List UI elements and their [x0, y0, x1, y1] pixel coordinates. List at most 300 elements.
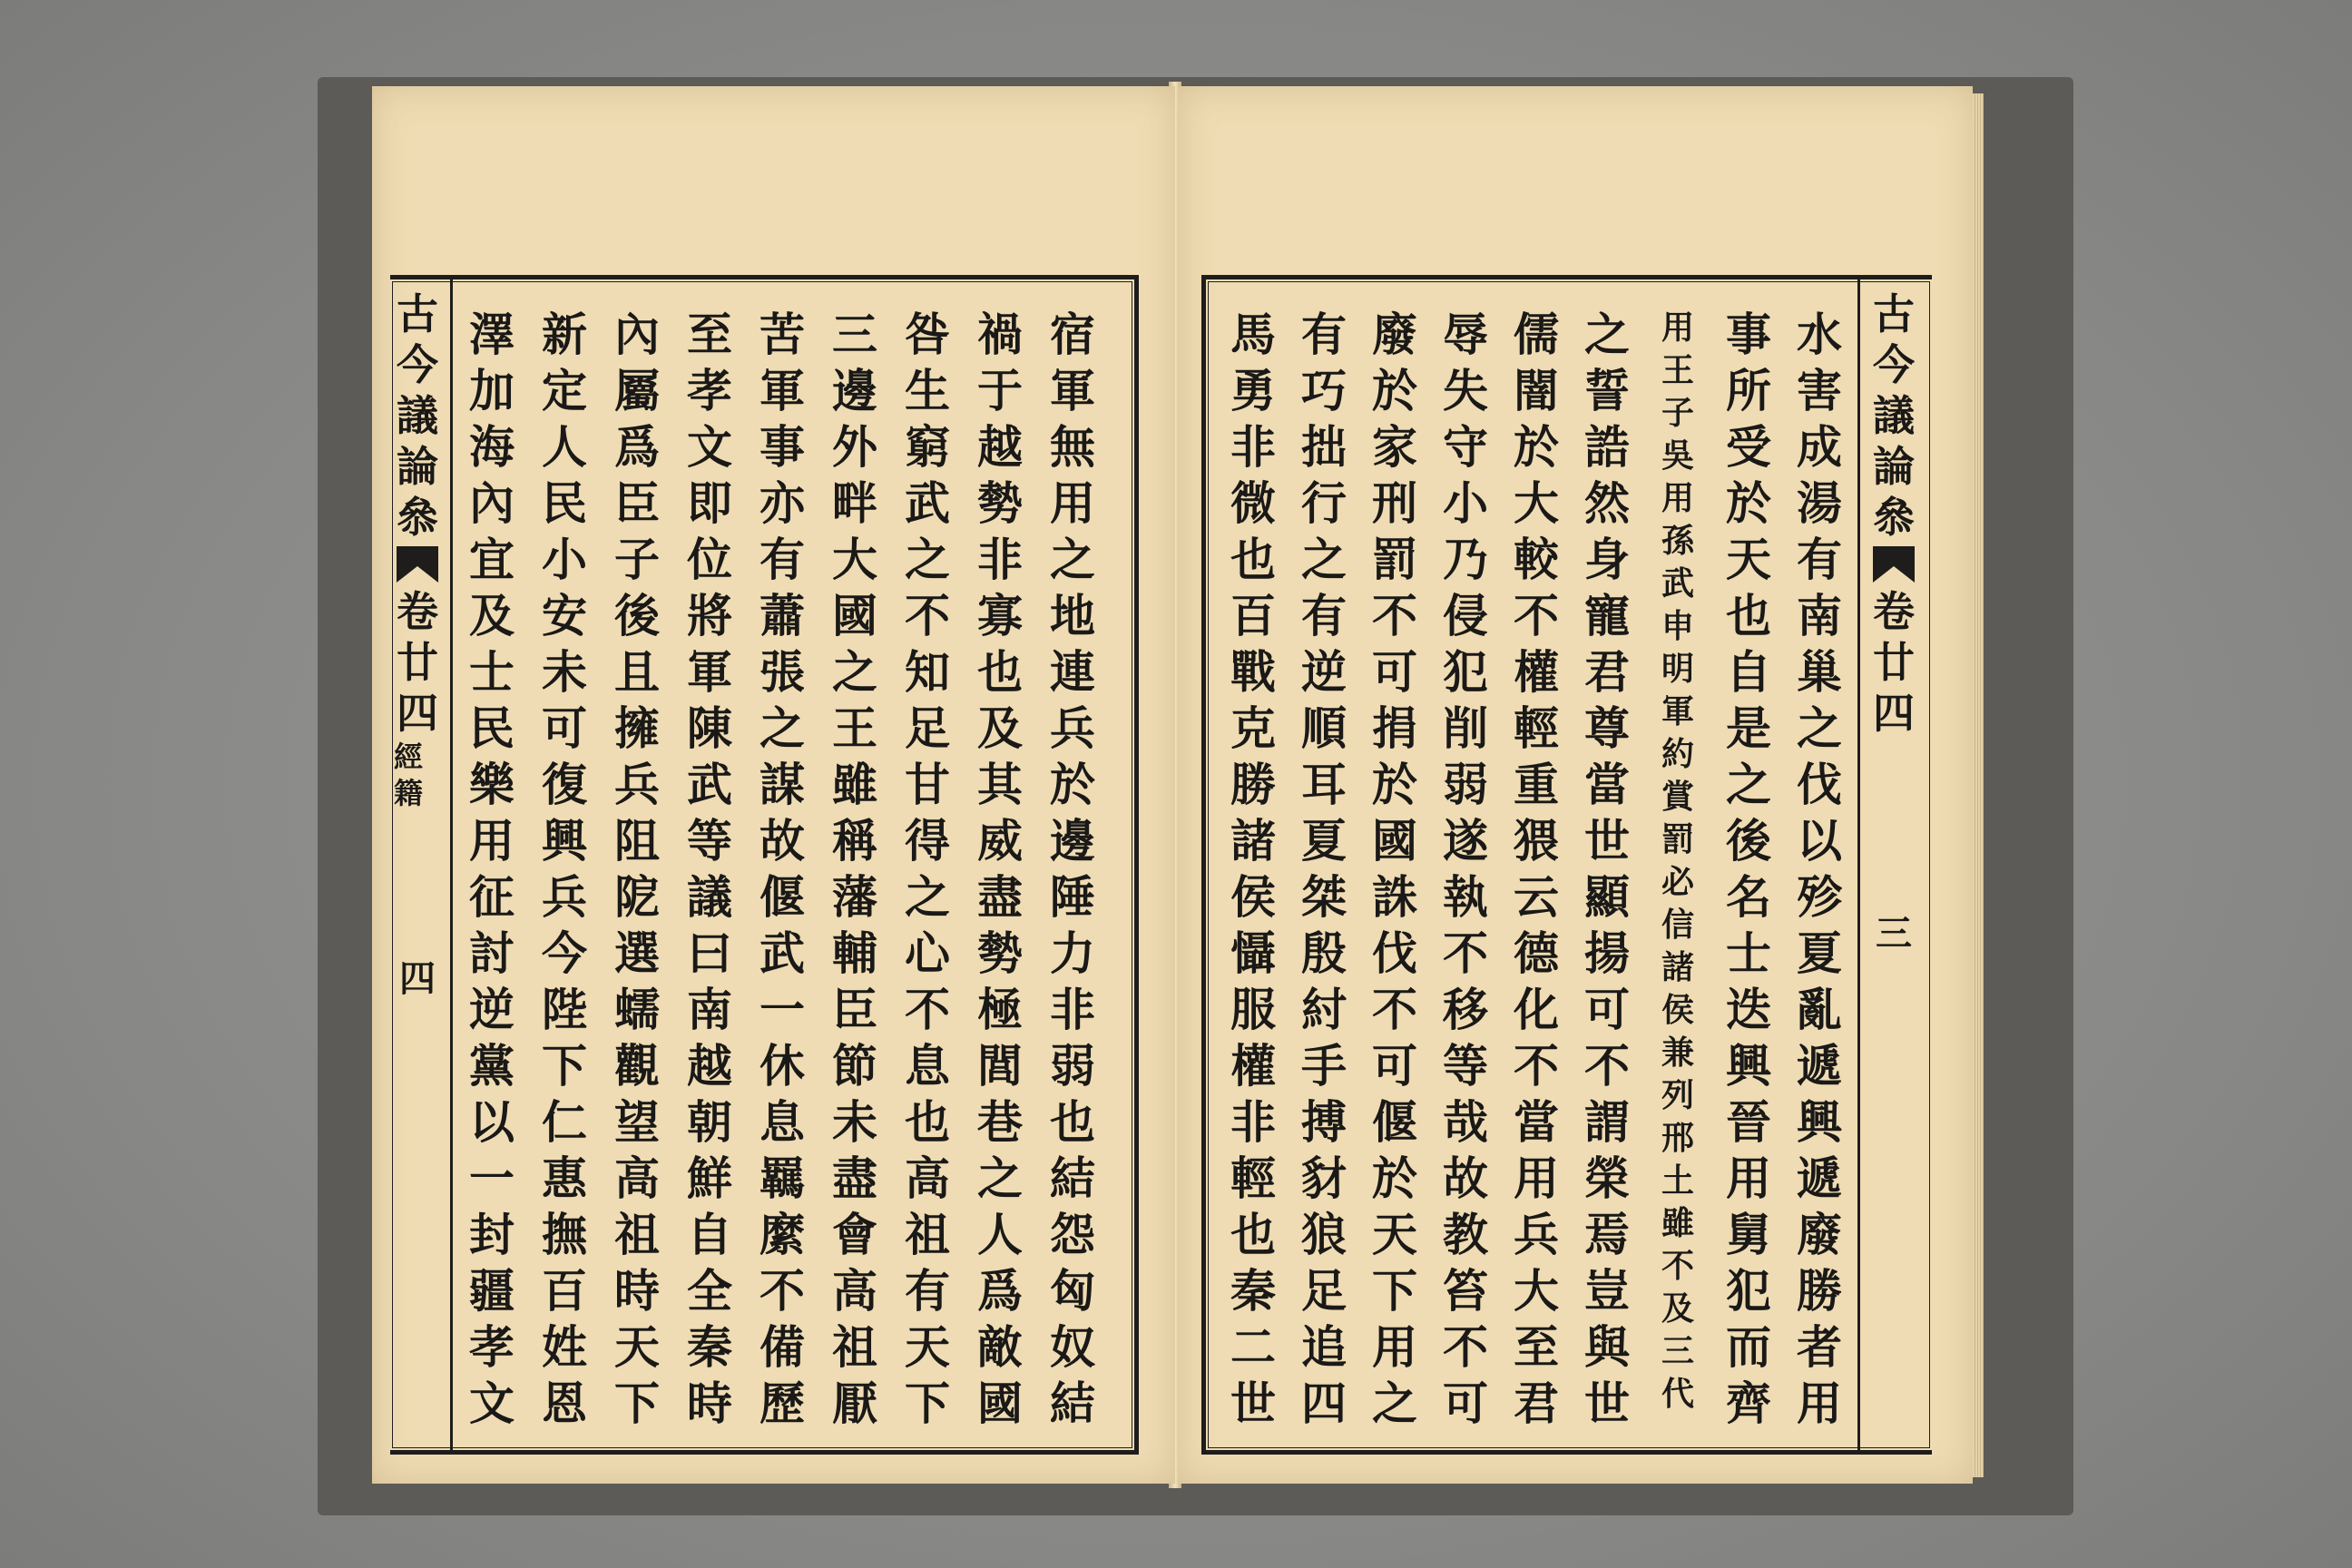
text-glyph: 興 [542, 814, 587, 867]
text-glyph: 用 [1372, 1320, 1417, 1374]
text-glyph: 大 [832, 533, 877, 586]
text-glyph: 誥 [1584, 420, 1630, 474]
text-glyph: 盡 [977, 870, 1023, 924]
text-glyph: 選 [614, 926, 660, 980]
banxin-title-char: 古 [397, 289, 438, 338]
text-glyph: 而 [1726, 1320, 1771, 1374]
text-glyph: 未 [832, 1095, 877, 1149]
text-glyph: 世 [1584, 1377, 1630, 1430]
text-glyph: 無 [1050, 420, 1095, 474]
text-glyph: 辱 [1443, 308, 1488, 361]
text-glyph: 謂 [1584, 1095, 1630, 1149]
text-glyph: 用 [1661, 309, 1694, 347]
text-glyph: 宿 [1050, 308, 1095, 361]
text-glyph: 寵 [1584, 589, 1630, 642]
text-glyph: 後 [1726, 814, 1771, 867]
text-glyph: 犯 [1443, 645, 1488, 699]
text-glyph: 南 [1797, 589, 1842, 642]
text-glyph: 誅 [1372, 870, 1417, 924]
text-glyph: 人 [977, 1208, 1023, 1261]
text-glyph: 之 [1301, 533, 1347, 586]
text-glyph: 寡 [977, 589, 1023, 642]
text-glyph: 雖 [1661, 1204, 1694, 1242]
text-glyph: 等 [687, 814, 732, 867]
text-glyph: 之 [1584, 308, 1630, 361]
text-glyph: 武 [760, 926, 805, 980]
text-glyph: 輔 [832, 926, 877, 980]
text-glyph: 偃 [1372, 1095, 1417, 1149]
banxin-volume-char: 卷 [397, 587, 438, 636]
text-glyph: 豈 [1584, 1264, 1630, 1318]
text-glyph: 軍 [760, 364, 805, 417]
text-glyph: 陛 [542, 983, 587, 1036]
text-glyph: 非 [1230, 1095, 1276, 1149]
text-glyph: 越 [977, 420, 1023, 474]
text-glyph: 軍 [1050, 364, 1095, 417]
text-glyph: 遞 [1797, 1152, 1842, 1205]
text-glyph: 用 [1661, 479, 1694, 517]
banxin-title-char: 論 [397, 442, 438, 491]
text-glyph: 可 [1372, 645, 1417, 699]
text-glyph: 賞 [1661, 778, 1694, 816]
text-glyph: 雖 [832, 758, 877, 811]
text-glyph: 巢 [1797, 645, 1842, 699]
text-glyph: 亂 [1797, 983, 1842, 1036]
text-column [1654, 307, 1701, 1416]
text-glyph: 備 [760, 1320, 805, 1374]
text-glyph: 苦 [760, 308, 805, 361]
text-glyph: 加 [469, 364, 514, 417]
text-glyph: 樂 [469, 758, 514, 811]
text-glyph: 祖 [905, 1208, 950, 1261]
text-glyph: 定 [542, 364, 587, 417]
banxin-title-char: 古 [1873, 289, 1915, 338]
text-glyph: 是 [1726, 701, 1771, 755]
text-glyph: 下 [905, 1377, 950, 1430]
text-glyph: 藩 [832, 870, 877, 924]
text-glyph: 孝 [469, 1320, 514, 1374]
text-glyph: 即 [687, 476, 732, 530]
text-glyph: 也 [1726, 589, 1771, 642]
text-glyph: 稱 [832, 814, 877, 867]
text-glyph: 尊 [1584, 701, 1630, 755]
text-glyph: 手 [1301, 1039, 1347, 1093]
text-glyph: 力 [1050, 926, 1095, 980]
text-glyph: 猥 [1514, 814, 1559, 867]
text-glyph: 屬 [614, 364, 660, 417]
text-column [541, 307, 588, 1432]
text-glyph: 封 [469, 1208, 514, 1261]
text-glyph: 蠕 [614, 983, 660, 1036]
text-glyph: 士 [469, 645, 514, 699]
text-glyph: 遞 [1797, 1039, 1842, 1093]
text-glyph: 服 [1230, 983, 1276, 1036]
text-glyph: 逆 [469, 983, 514, 1036]
text-glyph: 高 [832, 1264, 877, 1318]
text-glyph: 重 [1514, 758, 1559, 811]
text-glyph: 興 [1797, 1095, 1842, 1149]
text-glyph: 狼 [1301, 1208, 1347, 1261]
text-glyph: 非 [1050, 983, 1095, 1036]
text-glyph: 後 [614, 589, 660, 642]
text-glyph: 南 [687, 983, 732, 1036]
text-glyph: 將 [687, 589, 732, 642]
text-glyph: 孫 [1661, 522, 1694, 560]
text-glyph: 軍 [687, 645, 732, 699]
text-glyph: 蕭 [760, 589, 805, 642]
text-glyph: 闇 [1514, 364, 1559, 417]
text-glyph: 之 [760, 701, 805, 755]
text-glyph: 民 [542, 476, 587, 530]
text-glyph: 然 [1584, 476, 1630, 530]
text-glyph: 勝 [1797, 1264, 1842, 1318]
text-glyph: 當 [1584, 758, 1630, 811]
text-glyph: 匈 [1050, 1264, 1095, 1318]
right-page [1178, 86, 1973, 1484]
text-glyph: 至 [1514, 1320, 1559, 1374]
text-glyph: 二 [1230, 1320, 1276, 1374]
text-glyph: 故 [1443, 1152, 1488, 1205]
text-glyph: 兵 [542, 870, 587, 924]
text-glyph: 一 [469, 1152, 514, 1205]
text-glyph: 時 [614, 1264, 660, 1318]
text-glyph: 休 [760, 1039, 805, 1093]
text-column [1583, 307, 1631, 1432]
text-glyph: 不 [1584, 1039, 1630, 1093]
text-glyph: 之 [1726, 758, 1771, 811]
text-glyph: 新 [542, 308, 587, 361]
text-glyph: 君 [1584, 645, 1630, 699]
text-glyph: 盡 [832, 1152, 877, 1205]
text-glyph: 一 [760, 983, 805, 1036]
text-glyph: 有 [1301, 589, 1347, 642]
text-glyph: 國 [1372, 814, 1417, 867]
text-glyph: 也 [1050, 1095, 1095, 1149]
text-glyph: 人 [542, 420, 587, 474]
text-glyph: 事 [760, 420, 805, 474]
text-glyph: 不 [1514, 1039, 1559, 1093]
text-glyph: 水 [1797, 308, 1842, 361]
text-glyph: 信 [1661, 906, 1694, 944]
text-glyph: 移 [1443, 983, 1488, 1036]
text-glyph: 榮 [1584, 1152, 1630, 1205]
text-glyph: 之 [832, 645, 877, 699]
text-glyph: 武 [687, 758, 732, 811]
text-glyph: 觀 [614, 1039, 660, 1093]
text-glyph: 可 [1372, 1039, 1417, 1093]
text-glyph: 澤 [469, 308, 514, 361]
text-glyph: 搏 [1301, 1095, 1347, 1149]
text-glyph: 耳 [1301, 758, 1347, 811]
text-glyph: 文 [469, 1377, 514, 1430]
text-column [1513, 307, 1560, 1432]
text-glyph: 順 [1301, 701, 1347, 755]
text-glyph: 也 [977, 645, 1023, 699]
text-glyph: 偃 [760, 870, 805, 924]
text-glyph: 權 [1514, 645, 1559, 699]
text-glyph: 安 [542, 589, 587, 642]
text-glyph: 兵 [1514, 1208, 1559, 1261]
banxin-title-char: 叅 [397, 493, 438, 542]
text-glyph: 大 [1514, 476, 1559, 530]
text-glyph: 之 [977, 1152, 1023, 1205]
text-glyph: 輕 [1514, 701, 1559, 755]
text-glyph: 弱 [1050, 1039, 1095, 1093]
text-glyph: 侵 [1443, 589, 1488, 642]
text-glyph: 議 [687, 870, 732, 924]
text-glyph: 外 [832, 420, 877, 474]
text-glyph: 秦 [687, 1320, 732, 1374]
banxin-folio-number: 四 [399, 957, 436, 1000]
text-glyph: 有 [1301, 308, 1347, 361]
text-glyph: 克 [1230, 701, 1276, 755]
text-glyph: 心 [905, 926, 950, 980]
text-glyph: 必 [1661, 863, 1694, 901]
text-glyph: 小 [1443, 476, 1488, 530]
text-glyph: 追 [1301, 1320, 1347, 1374]
text-glyph: 之 [905, 533, 950, 586]
text-glyph: 兵 [614, 758, 660, 811]
banxin-folio-number: 三 [1876, 912, 1912, 955]
text-glyph: 武 [905, 476, 950, 530]
text-glyph: 於 [1726, 476, 1771, 530]
text-glyph: 其 [977, 758, 1023, 811]
text-glyph: 王 [1661, 351, 1694, 389]
text-glyph: 文 [687, 420, 732, 474]
text-glyph: 臣 [614, 476, 660, 530]
text-glyph: 勇 [1230, 364, 1276, 417]
text-glyph: 用 [469, 814, 514, 867]
banxin-section-label: 經籍 [394, 740, 424, 810]
text-glyph: 申 [1661, 607, 1694, 645]
text-glyph: 及 [1661, 1289, 1694, 1328]
text-column [1442, 307, 1489, 1432]
text-glyph: 不 [1443, 1320, 1488, 1374]
text-glyph: 於 [1372, 758, 1417, 811]
text-glyph: 敵 [977, 1320, 1023, 1374]
text-glyph: 也 [1230, 533, 1276, 586]
text-glyph: 君 [1514, 1377, 1559, 1430]
text-glyph: 小 [542, 533, 587, 586]
text-glyph: 權 [1230, 1039, 1276, 1093]
text-glyph: 不 [760, 1264, 805, 1318]
text-glyph: 湯 [1797, 476, 1842, 530]
banxin-volume-char: 卷 [1873, 587, 1915, 636]
text-glyph: 之 [1797, 701, 1842, 755]
text-glyph: 兵 [1050, 701, 1095, 755]
text-glyph: 迭 [1726, 983, 1771, 1036]
text-glyph: 今 [542, 926, 587, 980]
text-glyph: 閭 [977, 1039, 1023, 1093]
text-glyph: 海 [469, 420, 514, 474]
text-column [1049, 307, 1096, 1432]
text-glyph: 姓 [542, 1320, 587, 1374]
text-glyph: 邢 [1661, 1119, 1694, 1157]
text-glyph: 殄 [1797, 870, 1842, 924]
text-glyph: 之 [1050, 533, 1095, 586]
text-column [686, 307, 733, 1432]
text-glyph: 也 [1230, 1208, 1276, 1261]
text-glyph: 微 [1230, 476, 1276, 530]
text-glyph: 邊 [1050, 814, 1095, 867]
text-glyph: 自 [687, 1208, 732, 1261]
text-glyph: 百 [542, 1264, 587, 1318]
text-glyph: 可 [1443, 1377, 1488, 1430]
text-glyph: 代 [1661, 1375, 1694, 1413]
text-glyph: 復 [542, 758, 587, 811]
text-glyph: 及 [977, 701, 1023, 755]
text-glyph: 內 [614, 308, 660, 361]
text-glyph: 戰 [1230, 645, 1276, 699]
text-glyph: 事 [1726, 308, 1771, 361]
text-glyph: 揚 [1584, 926, 1630, 980]
banxin-title-char: 論 [1873, 442, 1915, 491]
text-glyph: 四 [1301, 1377, 1347, 1430]
text-glyph: 諸 [1230, 814, 1276, 867]
text-glyph: 廢 [1797, 1208, 1842, 1261]
text-glyph: 撫 [542, 1208, 587, 1261]
text-glyph: 下 [542, 1039, 587, 1093]
text-glyph: 巧 [1301, 364, 1347, 417]
text-glyph: 窮 [905, 420, 950, 474]
text-glyph: 天 [905, 1320, 950, 1374]
text-glyph: 拙 [1301, 420, 1347, 474]
text-glyph: 子 [1661, 394, 1694, 432]
text-glyph: 受 [1726, 420, 1771, 474]
text-glyph: 爲 [614, 420, 660, 474]
banxin-volume-char: 廿 [397, 638, 438, 687]
text-glyph: 越 [687, 1039, 732, 1093]
text-glyph: 土 [1661, 1161, 1694, 1200]
text-glyph: 勢 [977, 476, 1023, 530]
text-glyph: 笞 [1443, 1264, 1488, 1318]
text-glyph: 甘 [905, 758, 950, 811]
text-glyph: 不 [1661, 1247, 1694, 1285]
text-glyph: 於 [1372, 364, 1417, 417]
banxin-title-char: 叅 [1873, 493, 1915, 542]
text-glyph: 天 [614, 1320, 660, 1374]
text-glyph: 故 [760, 814, 805, 867]
text-glyph: 失 [1443, 364, 1488, 417]
text-glyph: 儒 [1514, 308, 1559, 361]
text-glyph: 咎 [905, 308, 950, 361]
text-glyph: 捐 [1372, 701, 1417, 755]
text-glyph: 罰 [1661, 820, 1694, 858]
text-glyph: 名 [1726, 870, 1771, 924]
text-glyph: 恩 [542, 1377, 587, 1430]
text-glyph: 祖 [614, 1208, 660, 1261]
text-glyph: 望 [614, 1095, 660, 1149]
text-glyph: 侯 [1661, 991, 1694, 1029]
text-glyph: 及 [469, 589, 514, 642]
fishtail-ornament [397, 546, 438, 583]
text-glyph: 與 [1584, 1320, 1630, 1374]
text-glyph: 結 [1050, 1377, 1095, 1430]
text-glyph: 征 [469, 870, 514, 924]
text-glyph: 極 [977, 983, 1023, 1036]
text-glyph: 誓 [1584, 364, 1630, 417]
text-glyph: 列 [1661, 1076, 1694, 1114]
text-column [831, 307, 878, 1432]
text-glyph: 可 [542, 701, 587, 755]
text-glyph: 王 [832, 701, 877, 755]
text-glyph: 以 [469, 1095, 514, 1149]
text-glyph: 天 [1726, 533, 1771, 586]
text-glyph: 黨 [469, 1039, 514, 1093]
left-page-text-frame [390, 275, 1139, 1455]
text-glyph: 不 [1443, 926, 1488, 980]
text-glyph: 犯 [1726, 1264, 1771, 1318]
text-glyph: 執 [1443, 870, 1488, 924]
text-glyph: 侯 [1230, 870, 1276, 924]
text-glyph: 於 [1372, 1152, 1417, 1205]
text-glyph: 不 [905, 983, 950, 1036]
text-column [468, 307, 515, 1432]
text-glyph: 用 [1797, 1377, 1842, 1430]
banxin-volume-char: 四 [1873, 689, 1915, 738]
text-glyph: 奴 [1050, 1320, 1095, 1374]
text-glyph: 連 [1050, 645, 1095, 699]
text-glyph: 當 [1514, 1095, 1559, 1149]
text-column [759, 307, 806, 1432]
text-glyph: 非 [977, 533, 1023, 586]
text-glyph: 張 [760, 645, 805, 699]
text-glyph: 夏 [1301, 814, 1347, 867]
text-glyph: 用 [1050, 476, 1095, 530]
left-banxin [394, 289, 441, 1002]
text-glyph: 身 [1584, 533, 1630, 586]
text-glyph: 高 [905, 1152, 950, 1205]
text-glyph: 於 [1514, 420, 1559, 474]
text-glyph: 兼 [1661, 1034, 1694, 1072]
text-glyph: 地 [1050, 589, 1095, 642]
text-glyph: 也 [905, 1095, 950, 1149]
text-glyph: 懾 [1230, 926, 1276, 980]
text-glyph: 惠 [542, 1152, 587, 1205]
text-glyph: 疆 [469, 1264, 514, 1318]
text-glyph: 桀 [1301, 870, 1347, 924]
text-glyph: 謀 [760, 758, 805, 811]
text-glyph: 爲 [977, 1264, 1023, 1318]
text-glyph: 至 [687, 308, 732, 361]
text-glyph: 化 [1514, 983, 1559, 1036]
banxin-title-char: 議 [397, 391, 438, 440]
text-glyph: 之 [1372, 1377, 1417, 1430]
text-glyph: 行 [1301, 476, 1347, 530]
banxin-volume-char: 四 [397, 689, 438, 738]
text-glyph: 息 [760, 1095, 805, 1149]
column-rule [1857, 279, 1860, 1450]
text-glyph: 馬 [1230, 308, 1276, 361]
text-glyph: 時 [687, 1377, 732, 1430]
text-glyph: 大 [1514, 1264, 1559, 1318]
text-glyph: 畔 [832, 476, 877, 530]
text-glyph: 臣 [832, 983, 877, 1036]
text-glyph: 孝 [687, 364, 732, 417]
text-glyph: 厭 [832, 1377, 877, 1430]
text-glyph: 于 [977, 364, 1023, 417]
text-glyph: 亦 [760, 476, 805, 530]
text-glyph: 仁 [542, 1095, 587, 1149]
text-glyph: 不 [905, 589, 950, 642]
text-glyph: 世 [1584, 814, 1630, 867]
text-glyph: 阸 [614, 870, 660, 924]
text-glyph: 三 [1661, 1332, 1694, 1370]
text-glyph: 秦 [1230, 1264, 1276, 1318]
text-glyph: 陲 [1050, 870, 1095, 924]
text-glyph: 之 [905, 870, 950, 924]
text-glyph: 逆 [1301, 645, 1347, 699]
